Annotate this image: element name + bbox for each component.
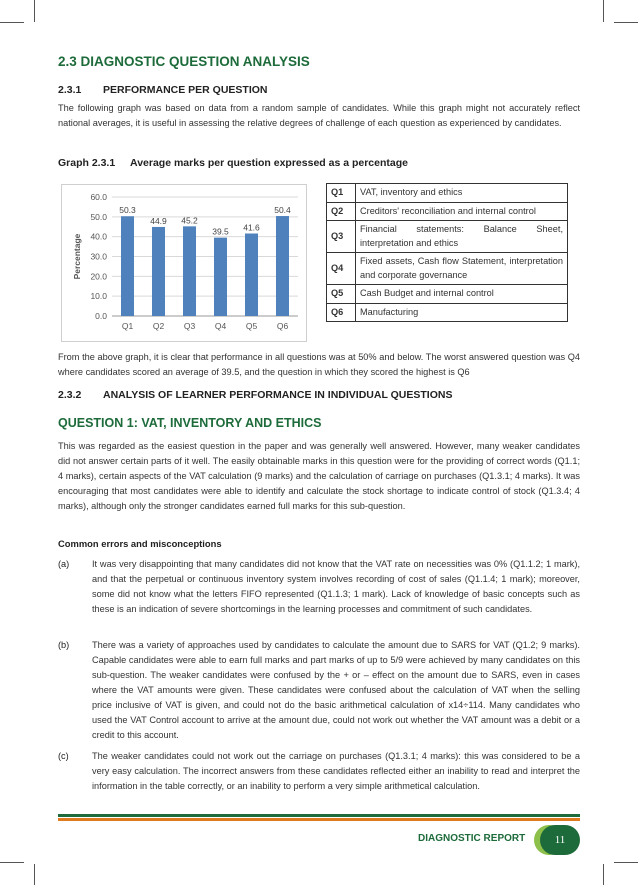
- question-row: [327, 303, 568, 322]
- question-row: [327, 253, 568, 285]
- question-key: Q3: [327, 221, 356, 253]
- crop-mark-top-left-v: [34, 0, 35, 22]
- bar-q1: [121, 216, 134, 316]
- footer-label: DIAGNOSTIC REPORT: [418, 833, 526, 844]
- data-label: 50.3: [119, 205, 136, 216]
- crop-mark-top-left-h: [0, 22, 24, 23]
- bar-q5: [245, 233, 258, 316]
- section-title: 2.3 DIAGNOSTIC QUESTION ANALYSIS: [58, 54, 310, 69]
- graph-caption: [58, 157, 408, 169]
- question-row: [327, 285, 568, 304]
- y-tick-label: 0.0: [95, 311, 107, 321]
- y-axis-label: Percentage: [72, 233, 82, 280]
- question-description: Fixed assets, Cash flow Statement, interpretation and corporate governance: [356, 253, 568, 285]
- question-key: Q5: [327, 285, 356, 304]
- data-label: 45.2: [181, 215, 198, 226]
- data-label: 39.5: [212, 226, 229, 237]
- question-key-table: [326, 183, 568, 322]
- graph-number: Graph 2.3.1: [58, 157, 116, 169]
- question-key: Q2: [327, 202, 356, 221]
- question-description: Financial statements: Balance Sheet, interpretation and ethics: [356, 221, 568, 253]
- crop-mark-bottom-left-v: [34, 864, 35, 885]
- crop-mark-top-right-v: [603, 0, 604, 22]
- question-description: Manufacturing: [356, 303, 568, 322]
- question-row: [327, 184, 568, 203]
- bar-q2: [152, 227, 165, 316]
- data-label: 41.6: [243, 222, 260, 233]
- question1-paragraph: This was regarded as the easiest question in the paper and was generally well answered. However, many weaker candidates did not answer certain parts of it well. The easily obtainable marks in this question were for the providing of correct words (Q1.1; 4 marks), certain aspects of the VAT calculation (9 marks) and the calculation of carriage on purchases (Q1.3.1; 4 marks). It was encouraging that most candidates were able to identify and calculate the stock shortage to indicate control of stock (Q1.3.4; 4 marks), although only the stronger candidates earned full marks for this sub-question.: [58, 441, 580, 511]
- x-tick-label: Q5: [245, 321, 258, 331]
- subsection-performance: [58, 84, 268, 96]
- bar-q3: [183, 226, 196, 316]
- x-tick-label: Q4: [214, 321, 227, 331]
- bar-q6: [276, 216, 289, 316]
- x-tick-label: Q6: [276, 321, 289, 331]
- question-description: Cash Budget and internal control: [356, 285, 568, 304]
- y-tick-label: 50.0: [90, 211, 107, 222]
- subsection-number: 2.3.1: [58, 84, 82, 96]
- item-text: It was very disappointing that many candidates did not know that the VAT rate on necessities was 0% (Q1.1.2; 1 mark), and that the perpetual or continuous inventory system involves recording of cost of sales (Q1.1.4; 1 mark); moreover, some did not know what the letters FIFO represented (Q1.1.3; 1 mark). Lack of knowledge of basic concepts such as these is an indication of severe shortcomings in the learning processes and commitment of such candidates.: [92, 559, 580, 614]
- item-label: (b): [58, 640, 70, 650]
- errors-heading: Common errors and misconceptions: [58, 538, 222, 549]
- intro-paragraph: The following graph was based on data from a random sample of candidates. While this graph might not accurately reflect national averages, it is useful in assessing the relative degrees of challenge of each question as experienced by candidates.: [58, 103, 580, 128]
- footer-rule-green: [58, 814, 580, 817]
- subsection-title: PERFORMANCE PER QUESTION: [103, 84, 268, 96]
- question-key: Q6: [327, 303, 356, 322]
- data-label: 50.4: [274, 205, 291, 216]
- question1-title: QUESTION 1: VAT, INVENTORY AND ETHICS: [58, 416, 322, 430]
- question-key: Q4: [327, 253, 356, 285]
- graph-conclusion: From the above graph, it is clear that performance in all questions was at 50% and below. The worst answered question was Q4 where candidates scored an average of 39.5, and the question in which they scored the highest is Q6: [58, 352, 580, 377]
- subsection-title: ANALYSIS OF LEARNER PERFORMANCE IN INDIVIDUAL QUESTIONS: [103, 389, 453, 401]
- x-tick-label: Q1: [121, 321, 134, 331]
- crop-mark-bottom-right-h: [614, 862, 638, 863]
- subsection-learner-analysis: [58, 389, 452, 401]
- page-number: 11: [540, 825, 580, 855]
- y-tick-label: 10.0: [90, 291, 107, 302]
- y-tick-label: 30.0: [90, 251, 107, 262]
- y-tick-label: 20.0: [90, 271, 107, 282]
- graph-title: Average marks per question expressed as a percentage: [130, 157, 408, 169]
- item-label: (c): [58, 751, 69, 761]
- question-row: [327, 221, 568, 253]
- y-tick-label: 60.0: [90, 192, 107, 202]
- x-tick-label: Q2: [152, 321, 165, 331]
- x-tick-label: Q3: [183, 321, 196, 331]
- question-description: Creditors' reconciliation and internal control: [356, 202, 568, 221]
- item-label: (a): [58, 559, 70, 569]
- item-text: There was a variety of approaches used by candidates to calculate the amount due to SARS for VAT (Q1.2; 9 marks). Capable candidates were able to earn full marks and part marks of up to 5/9 were achieved by many candidates on this sub-question. The weaker candidates were confused by the + or – effect on the amount due to SARS, even in cases where the VAT amounts were given. These candidates were confused about the calculation of VAT when the selling price inclusive of VAT is given, and could not do the basic arithmetical calculation of x14÷114. Many candidates who used the VAT Control account to arrive at the amount due, could not work out whether the VAT amount was a debit or a credit to this account.: [92, 640, 580, 740]
- crop-mark-top-right-h: [614, 22, 638, 23]
- data-label: 44.9: [150, 215, 167, 226]
- subsection-number: 2.3.2: [58, 389, 82, 401]
- chart-svg: [62, 185, 306, 341]
- y-tick-label: 40.0: [90, 231, 107, 242]
- crop-mark-bottom-right-v: [603, 864, 604, 885]
- footer-rule-orange: [58, 818, 580, 821]
- bar-chart: [61, 184, 307, 342]
- question-key: Q1: [327, 184, 356, 203]
- question-row: [327, 202, 568, 221]
- crop-mark-bottom-left-h: [0, 862, 24, 863]
- question-description: VAT, inventory and ethics: [356, 184, 568, 203]
- item-text: The weaker candidates could not work out the carriage on purchases (Q1.3.1; 4 marks): this was considered to be a very easy calculation. The incorrect answers from these candidates reflected either an inability to read and interpret the information in the table correctly, or an inability to perform a very simple arithmetical calculation.: [92, 751, 580, 791]
- bar-q4: [214, 238, 227, 316]
